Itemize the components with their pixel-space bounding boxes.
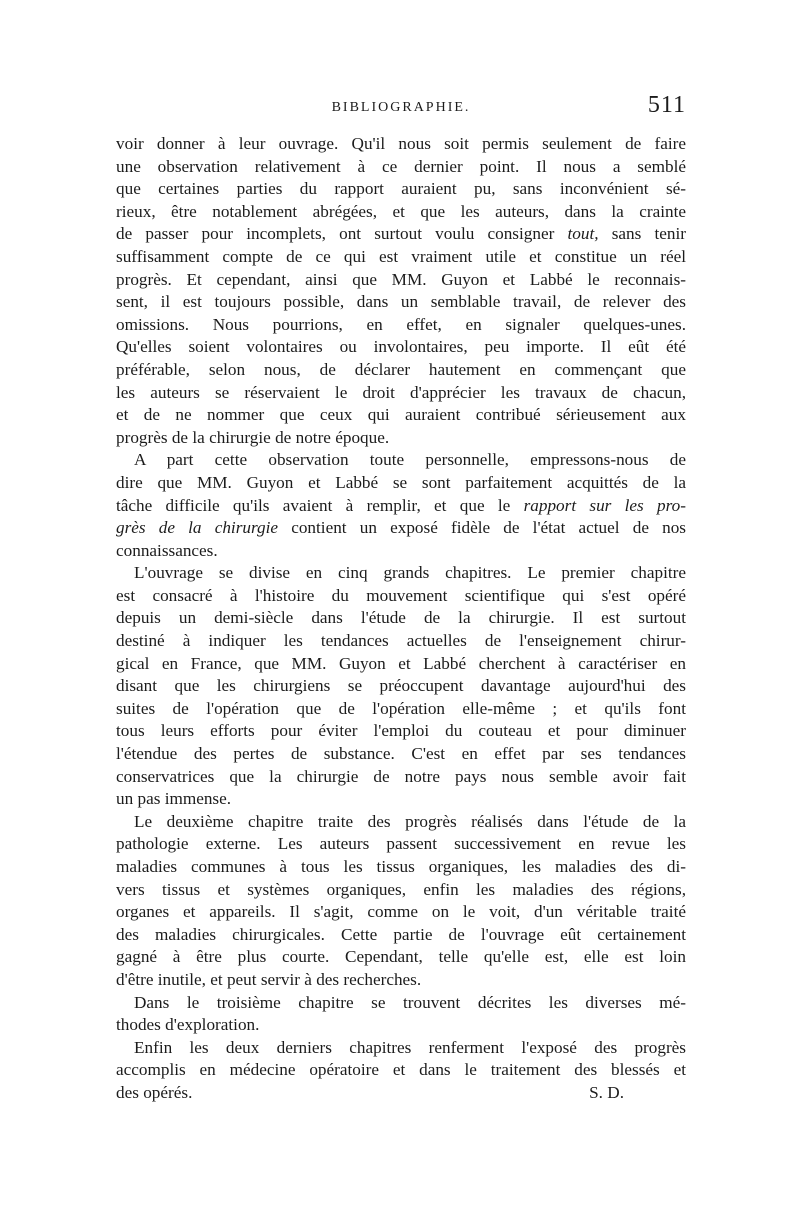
text-line: thodes d'exploration.	[116, 1015, 260, 1035]
text-line: pathologie externe. Les auteurs passent successivement en revue les	[116, 834, 686, 854]
text-line: accomplis en médecine opératoire et dans le traitement des blessés et	[116, 1060, 686, 1080]
italic-title: grès de la chirurgie	[116, 518, 279, 538]
running-title: BIBLIOGRAPHIE.	[331, 100, 471, 115]
text-line	[116, 1082, 686, 1105]
text-line: que certaines parties du rapport auraient pu, sans inconvénient sé-	[116, 179, 686, 199]
text-line: connaissances.	[116, 540, 218, 560]
text-line: dire que MM. Guyon et Labbé se sont parfaitement acquittés de la	[116, 472, 686, 492]
text-segment: de passer pour incomplets, ont surtout voulu consigner	[116, 224, 555, 244]
text-line: suites de l'opération que de l'opération elle-même ; et qu'ils font	[116, 698, 686, 718]
text-line: et de ne nommer que ceux qui auraient contribué sérieusement aux	[116, 405, 686, 425]
text-segment: contient un exposé fidèle de l'état actuel de nos	[278, 518, 686, 538]
text-segment: tâche difficile qu'ils avaient à remplir, et que le	[116, 495, 511, 515]
text-line: Qu'elles soient volontaires ou involontaires, peu importe. Il eût été	[116, 337, 686, 357]
text-line	[116, 223, 686, 246]
text-line: gical en France, que MM. Guyon et Labbé cherchent à caractériser en	[116, 653, 686, 673]
text-line: préférable, selon nous, de déclarer hautement en commençant que	[116, 359, 686, 379]
text-line: gagné à être plus courte. Cependant, telle qu'elle est, elle est loin	[116, 947, 686, 967]
text-line	[116, 495, 686, 518]
text-line: sent, il est toujours possible, dans un semblable travail, de relever des	[116, 292, 686, 312]
text-line: L'ouvrage se divise en cinq grands chapitres. Le premier chapitre	[134, 563, 686, 583]
body-text	[116, 133, 686, 1105]
text-line: Le deuxième chapitre traite des progrès réalisés dans l'étude de la	[134, 811, 686, 831]
page-number: 511	[647, 92, 686, 118]
text-line: les auteurs se réservaient le droit d'apprécier les travaux de chacun,	[116, 382, 686, 402]
text-segment: des opérés.	[116, 1082, 193, 1102]
text-line: voir donner à leur ouvrage. Qu'il nous soit permis seulement de faire	[116, 134, 686, 153]
text-line: A part cette observation toute personnelle, empressons-nous de	[134, 450, 686, 470]
text-line: est consacré à l'histoire du mouvement scientifique qui s'est opéré	[116, 585, 686, 605]
text-line: depuis un demi-siècle dans l'étude de la chirurgie. Il est surtout	[116, 608, 686, 628]
text-line	[116, 517, 686, 540]
text-line: organes et appareils. Il s'agit, comme on le voit, d'un véritable traité	[116, 902, 686, 922]
italic-emphasis: tout,	[567, 224, 599, 244]
text-line: suffisamment compte de ce qui est vraiment utile et constitue un réel	[116, 246, 686, 266]
italic-title: rapport sur les pro-	[523, 495, 686, 515]
text-line: des maladies chirurgicales. Cette partie de l'ouvrage eût certainement	[116, 924, 686, 944]
text-line: vers tissus et systèmes organiques, enfin les maladies des régions,	[116, 879, 686, 899]
text-line: progrès de la chirurgie de notre époque.	[116, 427, 390, 447]
text-line: progrès. Et cependant, ainsi que MM. Guyon et Labbé le reconnais-	[116, 269, 686, 289]
text-line: rieux, être notablement abrégées, et que les auteurs, dans la crainte	[116, 201, 686, 221]
text-line: l'étendue des pertes de substance. C'est en effet par ses tendances	[116, 744, 686, 764]
text-line: Dans le troisième chapitre se trouvent décrites les diverses mé-	[134, 992, 686, 1012]
text-line: conservatrices que la chirurgie de notre pays nous semble avoir fait	[116, 766, 686, 786]
text-line: un pas immense.	[116, 789, 232, 809]
text-line: une observation relativement à ce dernier point. Il nous a semblé	[116, 156, 686, 176]
text-line: d'être inutile, et peut servir à des recherches.	[116, 969, 422, 989]
text-segment: sans tenir	[598, 224, 686, 244]
text-line: tous leurs efforts pour éviter l'emploi du couteau et pour diminuer	[116, 721, 686, 741]
text-line: Enfin les deux derniers chapitres renferment l'exposé des progrès	[134, 1037, 686, 1057]
text-line: destiné à indiquer les tendances actuelles de l'enseignement chirur-	[116, 631, 686, 651]
text-line: maladies communes à tous les tissus organiques, les maladies des di-	[116, 857, 686, 876]
text-line: disant que les chirurgiens se préoccupent davantage aujourd'hui des	[116, 676, 686, 696]
text-line: omissions. Nous pourrions, en effet, en signaler quelques-unes.	[116, 314, 686, 334]
page-header	[116, 92, 686, 132]
author-signature: S. D.	[589, 1082, 624, 1102]
